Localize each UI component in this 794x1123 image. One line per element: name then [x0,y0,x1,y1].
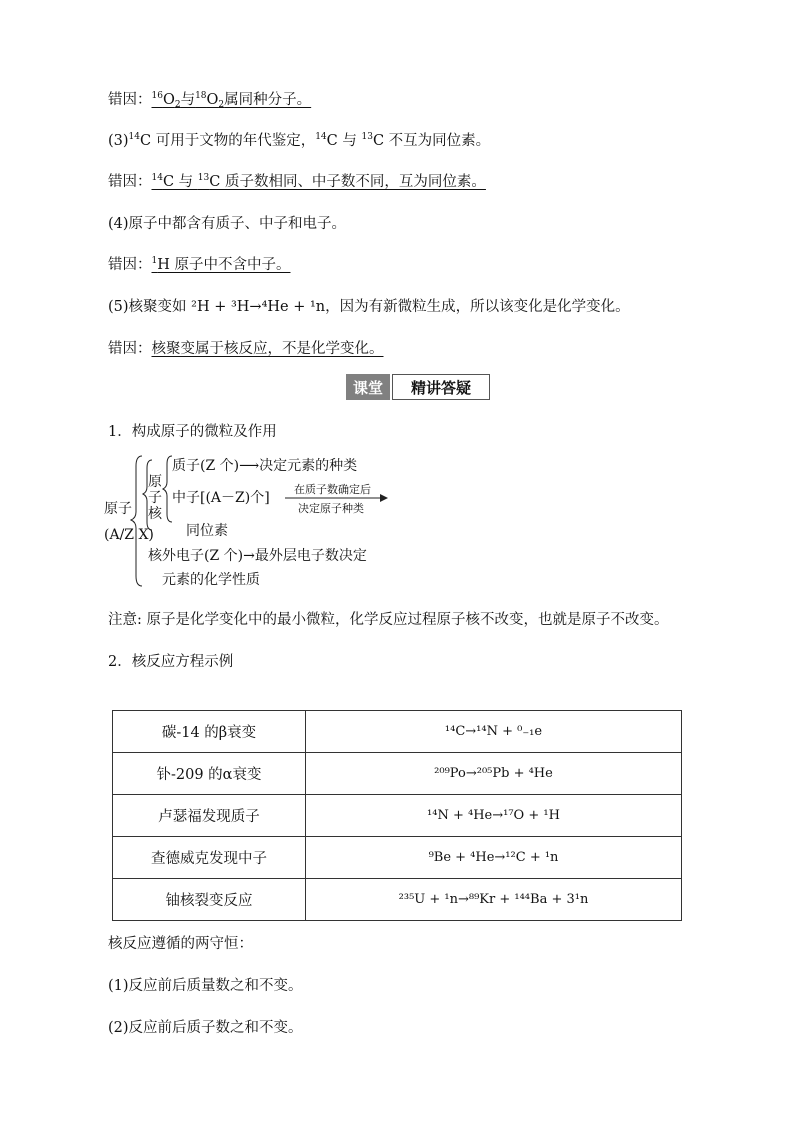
note: 注意: 原子是化学变化中的最小微粒，化学反应过程原子核不改变，也就是原子不改变。 [108,612,669,628]
mass-number: 18 [195,91,207,101]
error-label: 错因： [108,92,152,108]
table-row [113,795,682,837]
error-tail: 属同种分子。 [224,92,312,108]
conservation-2: (2)反应前后质子数之和不变。 [108,1020,303,1036]
q-text: C 不互为同位素。 [372,133,491,149]
mass-number: 13 [361,132,373,142]
table-row [113,711,682,753]
reaction-name: 碳-14 的β衰变 [113,711,306,753]
atom-label: 原子 [104,501,132,517]
reaction-equation: ¹⁴C→¹⁴N + ⁰₋₁e [306,711,682,753]
reaction-equation: ¹⁴N + ⁴He→¹⁷O + ¹H [306,795,682,837]
error-label: 错因： [108,257,152,273]
error-part: C 与 [162,174,198,190]
section-badge [346,374,490,400]
isotope-label: 同位素 [186,523,228,539]
error-label: 错因： [108,174,152,190]
table-row [113,753,682,795]
neutron-line: 中子[(A－Z)个] [172,490,270,506]
section-1-title: 1．构成原子的微粒及作用 [108,424,277,440]
question-3 [108,131,490,151]
reaction-equation: ²³⁵U + ¹n→⁸⁹Kr + ¹⁴⁴Ba + 3¹n [306,879,682,921]
reaction-name: 卢瑟福发现质子 [113,795,306,837]
mass-number: 14 [315,132,327,142]
conservation-1: (1)反应前后质量数之和不变。 [108,978,303,994]
badge-right: 精讲答疑 [392,374,490,400]
mass-number: 14 [128,132,140,142]
badge-left: 课堂 [346,374,390,400]
question-5: (5)核聚变如 ²H + ³H→⁴He + ¹n，因为有新微粒生成，所以该变化是化学变化。 [108,299,630,315]
subscript: 2 [218,100,225,110]
error-label: 错因： [108,341,152,357]
error-note-3 [108,255,291,275]
error-note-2 [108,172,486,192]
reaction-equation: ⁹Be + ⁴He→¹²C + ¹n [306,837,682,879]
conservation-title: 核反应遵循的两守恒： [108,936,253,952]
nucleus-label: 原子核 [148,474,162,522]
table-row [113,879,682,921]
connector: 与 [180,92,196,108]
error-text [152,174,486,190]
subscript: 2 [174,100,181,110]
arrow-condition-bottom: 决定原子种类 [298,502,364,515]
reaction-name: 查德威克发现中子 [113,837,306,879]
element: O [162,92,175,108]
arrow-condition-top: 在质子数确定后 [294,483,371,496]
reaction-name: 铀核裂变反应 [113,879,306,921]
mass-number: 16 [151,91,163,101]
section-2-title: 2．核反应方程示例 [108,654,234,670]
table-row [113,837,682,879]
q-text: C 与 [326,133,362,149]
mass-number: 14 [151,173,163,183]
error-note-1 [108,90,311,110]
mass-number: 1 [151,256,158,266]
q-number: (3) [108,133,129,149]
error-part: C 质子数相同、中子数不同，互为同位素。 [209,174,486,190]
error-text [152,92,312,108]
atom-symbol: (A/Z X) [104,527,154,543]
reaction-table [112,710,682,921]
reaction-name: 钋-209 的α衰变 [113,753,306,795]
reaction-equation: ²⁰⁹Po→²⁰⁵Pb + ⁴He [306,753,682,795]
error-text [152,257,291,273]
q-text: C 可用于文物的年代鉴定， [140,133,316,149]
error-note-4 [108,339,384,359]
error-text: 核聚变属于核反应，不是化学变化。 [151,341,384,357]
error-part: H 原子中不含中子。 [157,257,291,273]
element: O [206,92,219,108]
proton-line: 质子(Z 个)⟶决定元素的种类 [172,458,358,474]
electron-line-2: 元素的化学性质 [162,572,260,588]
electron-line: 核外电子(Z 个)→最外层电子数决定 [148,548,367,564]
mass-number: 13 [197,173,210,183]
question-4: (4)原子中都含有质子、中子和电子。 [108,216,347,232]
